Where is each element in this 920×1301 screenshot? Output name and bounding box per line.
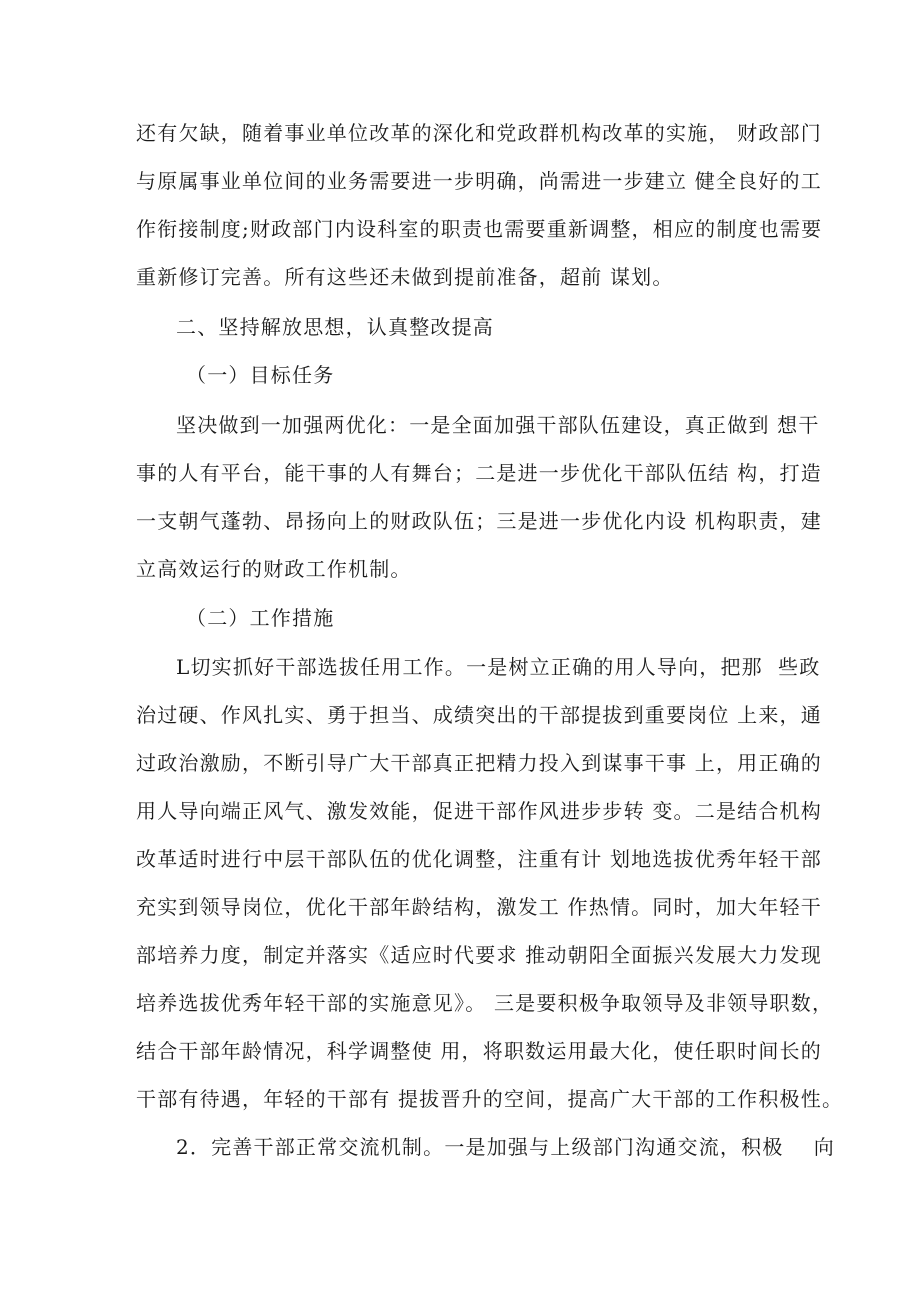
paragraph-goals-line-3: 一支朝气蓬勃、昂扬向上的财政队伍；三是进一步优化内设 机构职责，建 xyxy=(136,509,822,533)
paragraph-measures-1-line-9: 结合干部年龄情况，科学调整使 用，将职数运用最大化，使任职时间长的 xyxy=(136,1039,822,1063)
paragraph-measures-1-line-7: 部培养力度，制定并落实《适应时代要求 推动朝阳全面振兴发展大力发现 xyxy=(136,943,822,967)
paragraph-goals-line-4: 立高效运行的财政工作机制。 xyxy=(136,557,412,581)
section-heading: 二、坚持解放思想，认真整改提高 xyxy=(176,315,494,339)
paragraph-measures-1-line-8: 培养选拔优秀年轻干部的实施意见》。 三是要积极争取领导及非领导职数， xyxy=(136,991,834,1015)
paragraph-goals-line-1: 坚决做到一加强两优化：一是全面加强干部队伍建设，真正做到 想干 xyxy=(176,413,820,437)
paragraph-measures-2-line-1: 2．完善干部正常交流机制。一是加强与上级部门沟通交流，积极 向 xyxy=(176,1135,835,1159)
paragraph-intro-line-3: 作衔接制度;财政部门内设科室的职责也需要重新调整，相应的制度也需要 xyxy=(136,217,823,241)
paragraph-measures-1-line-1: L切实抓好干部选拔任用工作。一是树立正确的用人导向，把那 些政 xyxy=(176,655,821,679)
paragraph-intro-line-1: 还有欠缺，随着事业单位改革的深化和党政群机构改革的实施， 财政部门 xyxy=(136,121,822,145)
paragraph-measures-1-line-2: 治过硬、作风扎实、勇于担当、成绩突出的干部提拔到重要岗位 上来，通 xyxy=(136,703,822,727)
paragraph-intro-line-4: 重新修订完善。所有这些还未做到提前准备，超前 谋划。 xyxy=(136,265,674,289)
paragraph-measures-1-line-5: 改革适时进行中层干部队伍的优化调整，注重有计 划地选拔优秀年轻干部 xyxy=(136,847,822,871)
paragraph-intro-line-2: 与原属事业单位间的业务需要进一步明确，尚需进一步建立 健全良好的工 xyxy=(136,169,822,193)
paragraph-measures-1-line-3: 过政治激励，不断引导广大干部真正把精力投入到谋事干事 上，用正确的 xyxy=(136,751,822,775)
paragraph-goals-line-2: 事的人有平台，能干事的人有舞台；二是进一步优化干部队伍结 构，打造 xyxy=(136,461,822,485)
paragraph-measures-1-line-4: 用人导向端正风气、激发效能，促进干部作风进步步转 变。二是结合机构 xyxy=(136,799,822,823)
subheading-goals: （一）目标任务 xyxy=(186,363,335,387)
paragraph-measures-1-line-10: 干部有待遇，年轻的干部有 提拔晋升的空间，提高广大干部的工作积极性。 xyxy=(136,1087,844,1111)
paragraph-measures-1-line-6: 充实到领导岗位，优化干部年龄结构，激发工 作热情。同时，加大年轻干 xyxy=(136,895,822,919)
subheading-measures: （二）工作措施 xyxy=(186,606,335,630)
